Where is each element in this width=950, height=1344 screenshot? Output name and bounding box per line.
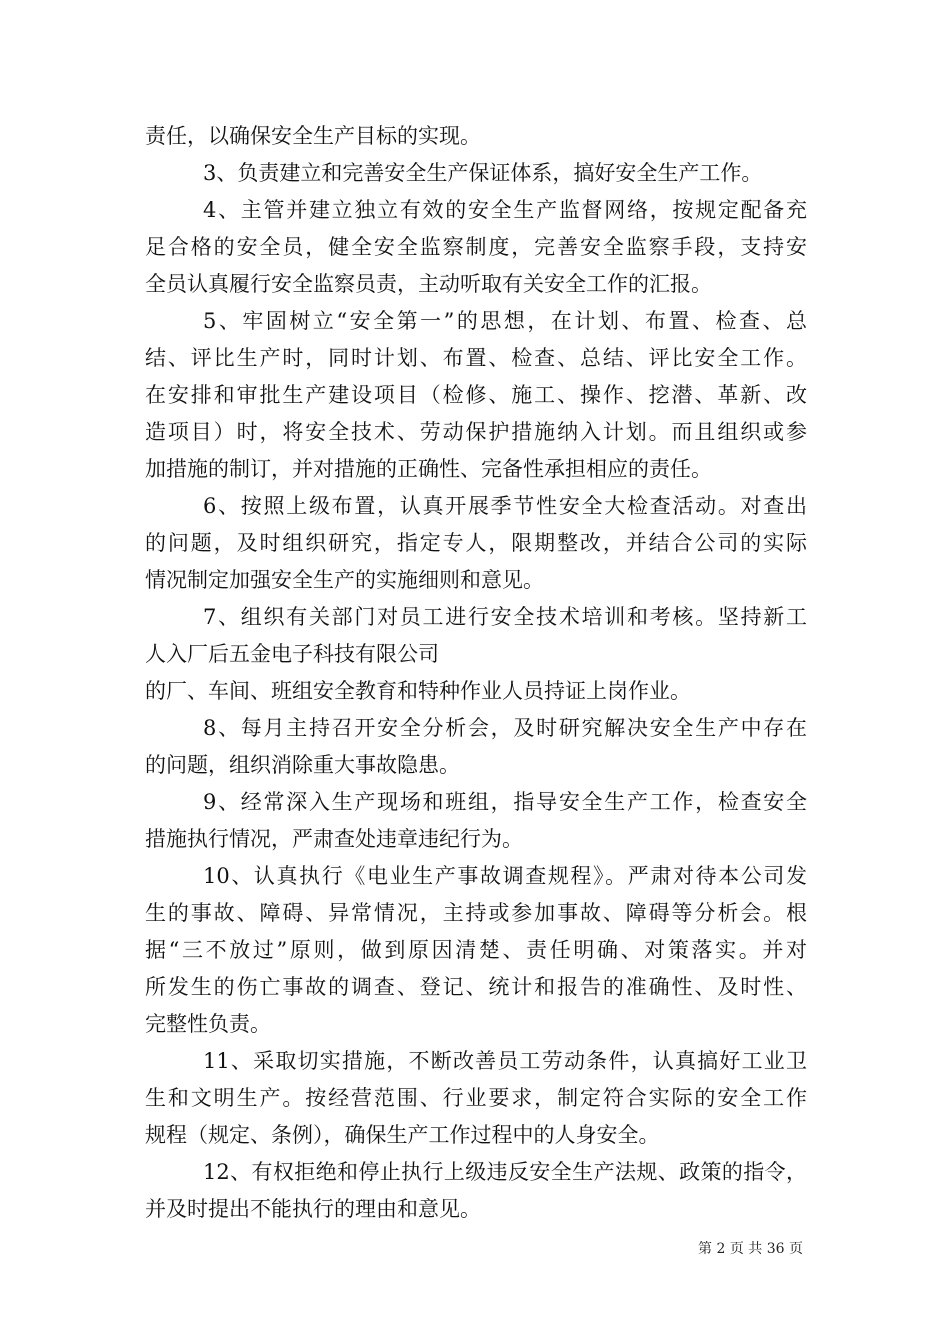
text-line: 生和文明生产。按经营范围、行业要求，制定符合实际的安全工作 [145,1086,807,1110]
document-body [145,118,807,1228]
text-line: 规程（规定、条例），确保生产工作过程中的人身安全。 [145,1123,660,1147]
text-line: 的问题，及时组织研究，指定专人，限期整改，并结合公司的实际 [145,531,807,555]
text-line: 12、有权拒绝和停止执行上级违反安全生产法规、政策的指令， [203,1160,807,1184]
text-line: 造项目）时，将安全技术、劳动保护措施纳入计划。而且组织或参 [145,420,807,444]
text-line: 所发生的伤亡事故的调查、登记、统计和报告的准确性、及时性、 [145,975,807,999]
text-line: 10、认真执行《电业生产事故调查规程》。严肃对待本公司发 [203,864,807,888]
text-line: 人入厂后五金电子科技有限公司 [145,642,439,666]
text-line: 在安排和审批生产建设项目（检修、施工、操作、挖潜、革新、改 [145,383,807,407]
text-line: 结、评比生产时，同时计划、布置、检查、总结、评比安全工作。 [145,346,807,370]
text-line: 6、按照上级布置，认真开展季节性安全大检查活动。对查出 [203,494,807,518]
text-line: 5、牢固树立“安全第一”的思想，在计划、布置、检查、总 [203,309,807,333]
text-line: 生的事故、障碍、异常情况，主持或参加事故、障碍等分析会。根 [145,901,807,925]
text-line: 全员认真履行安全监察员责，主动听取有关安全工作的汇报。 [145,272,712,296]
text-line: 的问题，组织消除重大事故隐患。 [145,753,460,777]
text-line: 7、组织有关部门对员工进行安全技术培训和考核。坚持新工 [203,605,807,629]
text-line: 并及时提出不能执行的理由和意见。 [145,1197,481,1221]
text-line: 措施执行情况，严肃查处违章违纪行为。 [145,827,523,851]
text-line: 加措施的制订，并对措施的正确性、完备性承担相应的责任。 [145,457,712,481]
text-line: 9、经常深入生产现场和班组，指导安全生产工作，检查安全 [203,790,807,814]
text-line: 的厂、车间、班组安全教育和特种作业人员持证上岗作业。 [145,679,691,703]
text-line: 据“三不放过”原则，做到原因清楚、责任明确、对策落实。并对 [145,938,807,962]
text-line: 3、负责建立和完善安全生产保证体系，搞好安全生产工作。 [203,161,763,185]
text-line: 责任，以确保安全生产目标的实现。 [145,124,481,148]
text-line: 完整性负责。 [145,1012,271,1036]
text-line: 足合格的安全员，健全安全监察制度，完善安全监察手段，支持安 [145,235,807,259]
text-line: 11、采取切实措施，不断改善员工劳动条件，认真搞好工业卫 [203,1049,807,1073]
page-number: 第 2 页 共 36 页 [698,1241,803,1257]
text-line: 情况制定加强安全生产的实施细则和意见。 [145,568,544,592]
text-line: 4、主管并建立独立有效的安全生产监督网络，按规定配备充 [203,198,807,222]
text-line: 8、每月主持召开安全分析会，及时研究解决安全生产中存在 [203,716,807,740]
